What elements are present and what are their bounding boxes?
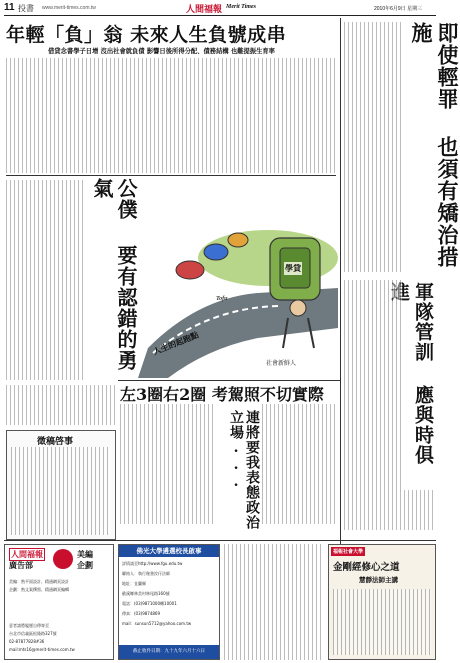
issue-date: 2010年6月9日 星期三 — [374, 6, 423, 12]
page-header — [4, 2, 436, 16]
notices-column — [224, 544, 324, 660]
main-headline: 年輕「負」翁 未來人生負號成串 — [6, 24, 287, 46]
right-lower-body — [404, 490, 436, 530]
editorial-cartoon — [138, 178, 338, 378]
right-headline: 即使輕罪 也須有矯治措施 — [409, 22, 460, 268]
ad-left-contact4: mail:mts16@merit-times.com.tw — [9, 647, 75, 652]
header-url: www.merit-times.com.tw — [42, 5, 96, 11]
ad-mid — [118, 544, 220, 660]
section-name: 投書 — [18, 4, 34, 13]
ad-left — [4, 544, 114, 660]
ad-left-brand: 人間福報 — [11, 549, 43, 559]
cartoon-figure-label: 社會新鮮人 — [266, 360, 297, 367]
masthead-logo: 人間福報 — [186, 5, 223, 15]
cartoon-bag-label: 學貸 — [285, 264, 301, 273]
mid-headline: 左3圈右2圈 考駕照不切實際 — [120, 385, 324, 404]
ad-right-tag: 福報社會大學 — [333, 549, 364, 555]
main-article-body — [6, 58, 336, 173]
divider — [340, 18, 341, 578]
right-article-body — [344, 22, 404, 272]
ad-mid-deadline: 截止收件日期：九十九年六月十六日 — [119, 645, 219, 659]
left-headline: 公僕 要有認錯的勇氣 — [90, 178, 138, 371]
submissions-title: 徵稿啓事 — [37, 437, 74, 447]
ad-mid-line6: 傳真：(03)9874869 — [122, 611, 161, 616]
main-subhead: 借貸念書學子日增 沒出社會就負債 影響日後所得分配、債務結構 也難提振生育率 — [48, 48, 275, 55]
ad-mid-line1: 詳情請至http://www.fgu.edu.tw — [122, 561, 183, 566]
cartoon-signature: Tofu — [216, 296, 228, 302]
ad-mid-line7: mail：sunsun5712@yahoo.com.tw — [122, 621, 192, 626]
ad-mid-line4: 礁溪鄉林美村林尾路160號 — [122, 591, 170, 596]
ad-left-tag-b: 企劃 — [77, 561, 93, 570]
submissions-box — [6, 430, 116, 540]
ad-mid-line5: 電話：(03)9871000轉10001 — [122, 601, 177, 606]
page-number: 11 — [4, 2, 15, 13]
mid-article-body — [120, 404, 216, 524]
ad-left-circle — [53, 549, 73, 569]
ad-right-details — [333, 589, 431, 655]
ad-right-speaker: 慧靜法師主講 — [359, 576, 398, 584]
ad-left-dept: 廣告部 — [9, 561, 33, 570]
ad-right-title: 金剛經修心之道 — [333, 562, 400, 573]
ad-left-contact2: 台北市信義區松隆路327號 — [9, 631, 57, 636]
military-headline: 軍隊管訓 應與時俱進 — [388, 282, 434, 465]
ad-left-line1: 美編：熟平面設計、精通網頁設計 — [9, 579, 69, 584]
ad-left-line2: 企劃：熟文案撰寫、精通網頁編輯 — [9, 587, 69, 592]
masthead-logo-en: Merit Times — [226, 4, 256, 10]
ad-right — [328, 544, 436, 660]
divider — [6, 175, 336, 176]
military-body — [344, 280, 402, 530]
ad-left-tag-a: 美編 — [77, 550, 93, 559]
left-article-body — [6, 180, 86, 380]
divider — [118, 380, 340, 381]
ad-left-contact3: 02-87877828#36 — [9, 639, 45, 644]
ad-mid-line2: 聯絡人：執行秘書汝仔法師 — [122, 571, 170, 576]
submissions-body — [11, 447, 111, 535]
left-lower-body — [6, 385, 116, 425]
ad-left-contact1: 意者請將履歷自傳寄至 — [9, 623, 49, 628]
mid-right-body — [262, 404, 338, 524]
cartoon-road-label: 人生的起跑點 — [152, 330, 200, 357]
ad-mid-line3: 地址：宜蘭縣 — [122, 581, 146, 586]
vertical-quote: 連將要我表態政治立場... — [228, 410, 260, 530]
ads-divider — [4, 540, 436, 541]
ad-mid-title: 佛光大學遴選校長啟事 — [119, 545, 219, 557]
